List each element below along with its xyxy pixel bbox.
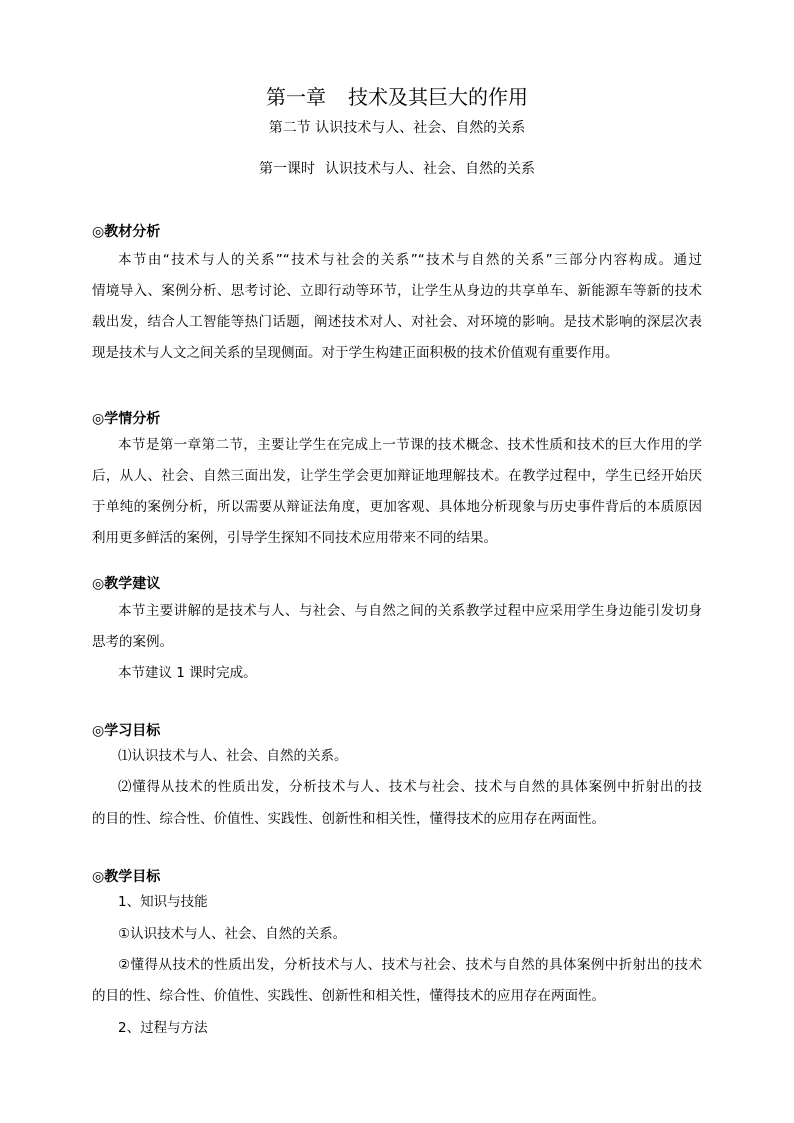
xuexi-line-2: ⑵懂得从技术的性质出发，分析技术与人、技术与社会、技术与自然的具体案例中折射出的技 xyxy=(118,779,702,795)
jiaocai-line-4: 现是技术与人文之间关系的呈现侧面。对于学生构建正面积极的技术价值观有重要作用。 xyxy=(92,345,619,361)
xueqing-line-3: 于单纯的案例分析，所以需要从辩证法角度，更加客观、具体地分析现象与历史事件背后的本质原因 xyxy=(92,499,702,515)
section-title: 第二节 认识技术与人、社会、自然的关系 xyxy=(268,120,526,136)
chapter-title xyxy=(0,84,794,110)
jianyi-line-1: 本节主要讲解的是技术与人、与社会、与自然之间的关系教学过程中应采用学生身边能引发切身 xyxy=(118,603,702,619)
jiaoxue-line-5: 2、过程与方法 xyxy=(118,1020,208,1036)
heading-jianyi: ◎教学建议 xyxy=(92,576,161,592)
heading-jiaoxue: ◎教学目标 xyxy=(92,869,161,885)
lesson-title xyxy=(0,160,794,178)
xuexi-line-1: ⑴认识技术与人、社会、自然的关系。 xyxy=(118,748,348,764)
lesson-number: 第一课时 xyxy=(259,161,315,177)
heading-xuexi: ◎学习目标 xyxy=(92,723,161,739)
xueqing-line-1: 本节是第一章第二节，主要让学生在完成上一节课的技术概念、技术性质和技术的巨大作用的学 xyxy=(118,437,702,453)
xuexi-line-3: 的目的性、综合性、价值性、实践性、创新性和相关性，懂得技术的应用存在两面性。 xyxy=(92,811,605,827)
heading-jiaocai: ◎教材分析 xyxy=(92,224,161,240)
jianyi-line-3: 本节建议 1 课时完成。 xyxy=(118,665,257,681)
chapter-number: 第一章 xyxy=(266,85,326,109)
jiaocai-line-2: 情境导入、案例分析、思考讨论、立即行动等环节，让学生从身边的共享单车、新能源车等新的技术 xyxy=(92,283,702,299)
jiaoxue-line-3: ②懂得从技术的性质出发，分析技术与人、技术与社会、技术与自然的具体案例中折射出的技术 xyxy=(118,957,702,973)
xueqing-line-2: 后，从人、社会、自然三面出发，让学生学会更加辩证地理解技术。在教学过程中，学生已经开始厌 xyxy=(92,468,702,484)
heading-xueqing: ◎学情分析 xyxy=(92,411,161,427)
jiaocai-line-3: 载出发，结合人工智能等热门话题，阐述技术对人、对社会、对环境的影响。是技术影响的深层次表 xyxy=(92,314,702,330)
xueqing-line-4: 利用更多鲜活的案例，引导学生探知不同技术应用带来不同的结果。 xyxy=(92,530,497,546)
lesson-name: 认识技术与人、社会、自然的关系 xyxy=(325,161,535,177)
jiaoxue-line-1: 1、知识与技能 xyxy=(118,894,208,910)
jiaocai-line-1: 本节由“技术与人的关系”“技术与社会的关系”“技术与自然的关系”三部分内容构成。通过 xyxy=(118,252,702,268)
jianyi-line-2: 思考的案例。 xyxy=(92,634,173,650)
jiaoxue-line-4: 的目的性、综合性、价值性、实践性、创新性和相关性，懂得技术的应用存在两面性。 xyxy=(92,988,605,1004)
jiaoxue-line-2: ①认识技术与人、社会、自然的关系。 xyxy=(118,926,347,942)
chapter-name: 技术及其巨大的作用 xyxy=(348,85,528,109)
